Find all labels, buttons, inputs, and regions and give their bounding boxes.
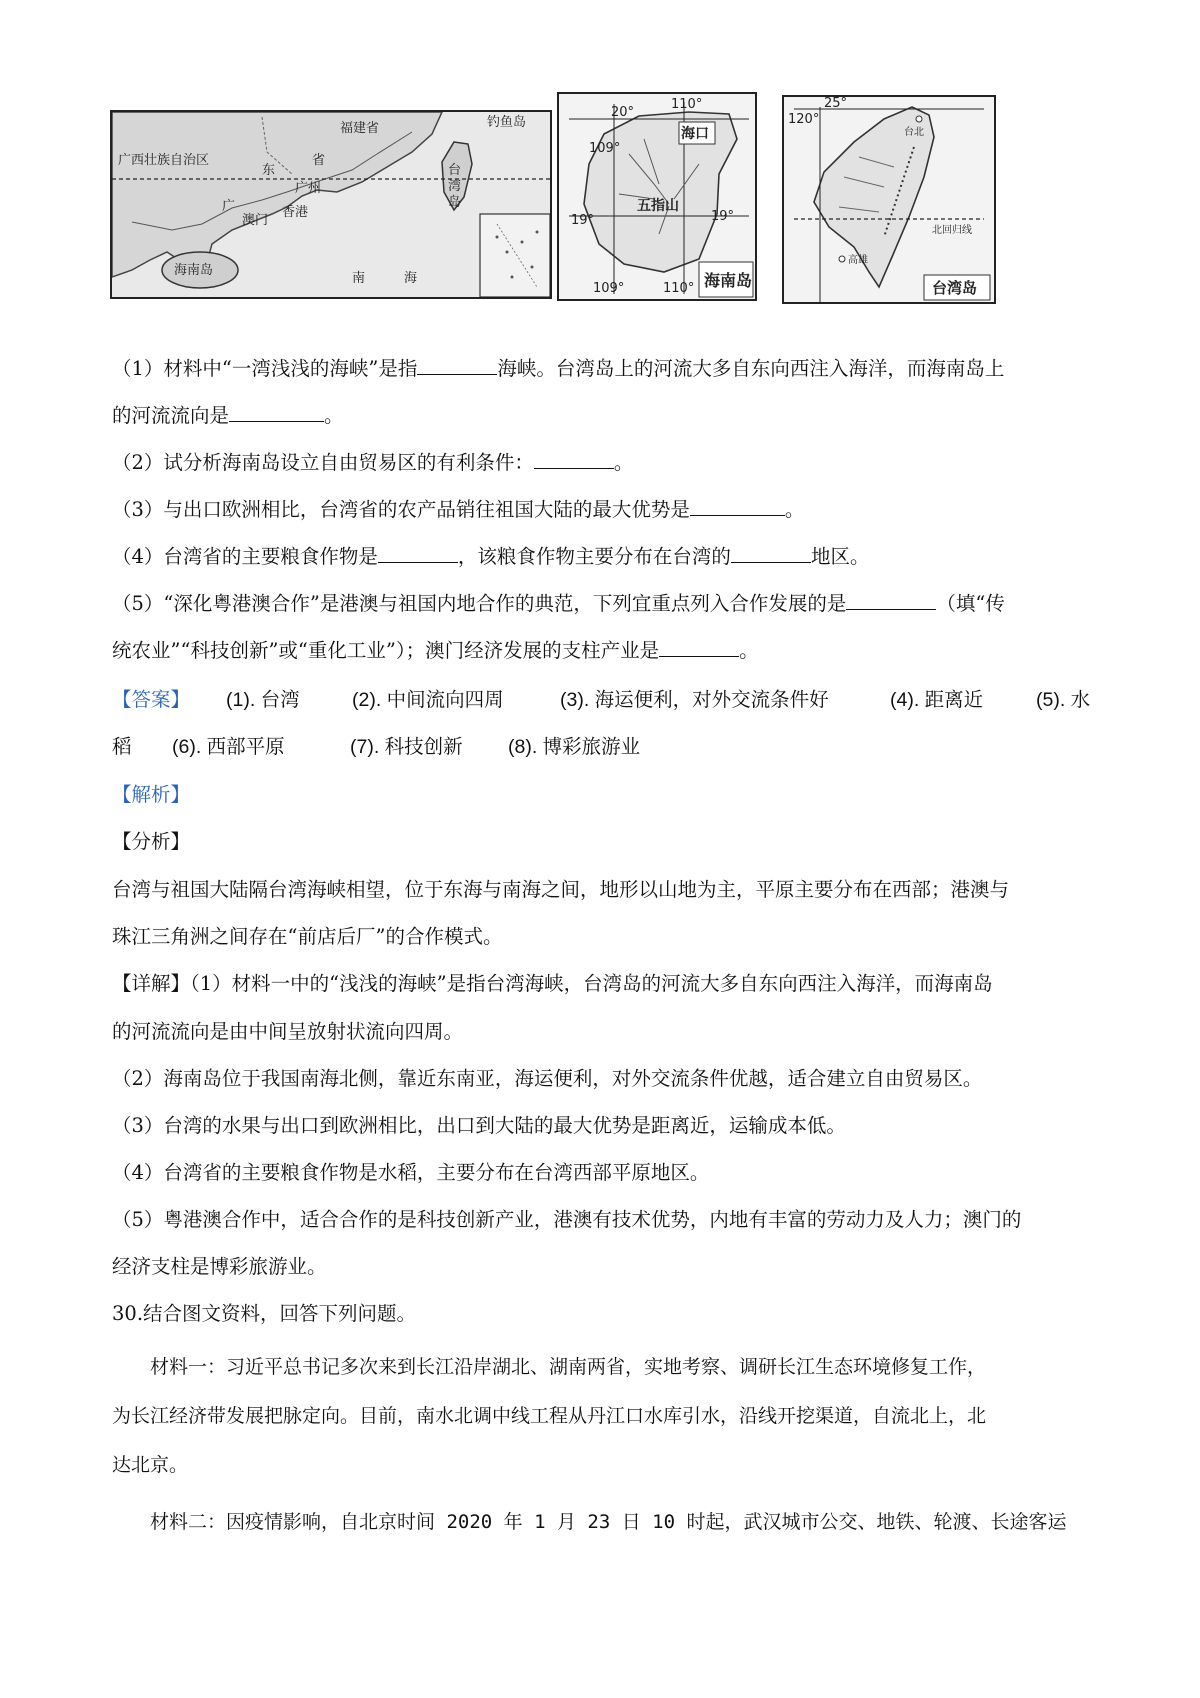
fenxi-tag: 【分析】 (112, 830, 191, 853)
analysis-tag: 【解析】 (112, 783, 191, 806)
label-taiwan-3: 岛 (448, 195, 462, 210)
label-haikou: 海口 (681, 126, 709, 142)
q4-blank-2[interactable] (731, 544, 811, 563)
label-nan: 南 (352, 271, 366, 286)
answer-item-4: (4). 距离近 (890, 689, 984, 711)
label-lon-109-left: 109° (589, 141, 621, 156)
material-1-line-2: 为长江经济带发展把脉定向。目前，南水北调中线工程从丹江口水库引水，沿线开挖渠道，自流北上，北 (112, 1405, 987, 1427)
q1-text-b: 海峡。台湾岛上的河流大多自东向西注入海洋，而海南岛上 (497, 357, 1005, 380)
q5-text-c: 统农业”“科技创新”或“重化工业”）；澳门经济发展的支柱产业是 (112, 639, 660, 662)
map-south-china-coast (110, 110, 552, 299)
label-guang: 广 (222, 199, 236, 214)
q4-text-c: 地区。 (810, 545, 870, 568)
q2-text-a: （2）试分析海南岛设立自由贸易区的有利条件： (112, 451, 534, 474)
label-lon-109-bottom: 109° (593, 281, 625, 296)
fenxi-line-1: 台湾与祖国大陆隔台湾海峡相望，位于东海与南海之间，地形以山地为主，平原主要分布在西部；港澳与 (112, 878, 1010, 901)
q1-text-d: 。 (324, 404, 344, 427)
q4-text-a: （4）台湾省的主要粮食作物是 (112, 545, 378, 568)
q5-text-b: （填“传 (936, 592, 1005, 615)
material-1-line-1: 材料一：习近平总书记多次来到长江沿岸湖北、湖南两省，实地考察、调研长江生态环境修复工作， (150, 1356, 987, 1378)
map-taiwan-island (782, 95, 996, 304)
detail-line-1 (112, 972, 993, 996)
answer-item-8: (8). 博彩旅游业 (508, 736, 641, 758)
q5-blank-2[interactable] (659, 638, 739, 657)
label-wuzhishan: 五指山 (637, 198, 679, 214)
label-taibei: 台北 (904, 127, 924, 138)
label-aomen: 澳门 (242, 213, 269, 228)
label-hainan: 海南岛 (174, 263, 214, 278)
q3-text-b: 。 (784, 498, 805, 521)
label-gaoxiong: 高雄 (848, 255, 868, 266)
label-lat-25: 25° (824, 97, 848, 111)
label-lon-110-top: 110° (671, 97, 703, 112)
answer-tag: 【答案】 (112, 688, 191, 711)
label-guangzhou: 广州 (295, 181, 322, 196)
answer-item-2: (2). 中间流向四周 (352, 689, 504, 711)
label-dong: 东 (262, 163, 276, 178)
q5-blank-1[interactable] (846, 591, 936, 610)
question-1-line-1 (112, 356, 1004, 381)
label-taiwan-1: 台 (448, 163, 462, 178)
q2-blank[interactable] (534, 450, 614, 469)
label-lat-20: 20° (611, 105, 635, 120)
label-hainan-title: 海南岛 (704, 271, 753, 290)
question-5-line-1 (112, 591, 1005, 616)
q3-text-a: （3）与出口欧洲相比，台湾省的农产品销往祖国大陆的最大优势是 (112, 498, 690, 521)
fenxi-line-2: 珠江三角洲之间存在“前店后厂”的合作模式。 (112, 925, 503, 948)
question-30-title: 30.结合图文资料，回答下列问题。 (112, 1302, 417, 1325)
question-2 (112, 450, 633, 475)
question-1-line-2 (112, 403, 344, 428)
q4-blank-1[interactable] (378, 544, 458, 563)
answer-item-7: (7). 科技创新 (350, 736, 463, 758)
label-sheng: 省 (312, 153, 326, 168)
q1-text-c: 的河流流向是 (112, 404, 230, 427)
detail-3: （3）台湾的水果与出口到欧洲相比，出口到大陆的最大优势是距离近，运输成本低。 (112, 1114, 846, 1137)
q1-text-a: （1）材料中“一湾浅浅的海峡”是指 (112, 357, 418, 380)
label-lon-110-bottom: 110° (663, 281, 695, 296)
label-lat-19-right: 19° (711, 209, 735, 224)
question-4 (112, 544, 869, 569)
label-tropic: 北回归线 (932, 225, 972, 236)
detail-5-line-2: 经济支柱是博彩旅游业。 (112, 1255, 327, 1278)
taiwan-island-map-image (784, 97, 994, 302)
label-taiwan-title: 台湾岛 (932, 279, 978, 297)
hainan-island-map-image (559, 94, 755, 299)
detail-4: （4）台湾省的主要粮食作物是水稻，主要分布在台湾西部平原地区。 (112, 1161, 710, 1184)
answer-item-3: (3). 海运便利，对外交流条件好 (560, 689, 829, 711)
detail-1-text: （1）材料一中的“浅浅的海峡”是指台湾海峡，台湾岛的河流大多自东向西注入海洋，而海南岛 (190, 972, 993, 995)
q1-blank-2[interactable] (229, 403, 324, 422)
q5-text-a: （5）“深化粤港澳合作”是港澳与祖国内地合作的典范，下列宜重点列入合作发展的是 (112, 592, 847, 615)
label-taiwan-2: 湾 (448, 179, 462, 194)
label-fujian: 福建省 (340, 121, 380, 136)
label-lat-19-left: 19° (571, 213, 595, 228)
answer-item-5: (5). 水 (1036, 689, 1091, 711)
q2-text-b: 。 (613, 451, 634, 474)
label-diaoyu: 钓鱼岛 (487, 115, 527, 130)
answer-item-1: (1). 台湾 (226, 689, 300, 711)
q4-text-b: ，该粮食作物主要分布在台湾的 (457, 545, 731, 568)
question-3 (112, 497, 804, 522)
map-figures (110, 92, 1110, 332)
label-hai: 海 (404, 271, 418, 286)
material-1-line-3: 达北京。 (112, 1454, 189, 1476)
answer-item-5-cont: 稻 (112, 736, 132, 758)
q1-blank-1[interactable] (417, 356, 497, 375)
map-hainan-island (557, 92, 757, 301)
q3-blank[interactable] (690, 497, 785, 516)
label-lon-120: 120° (788, 112, 820, 127)
detail-5-line-1: （5）粤港澳合作中，适合合作的是科技创新产业，港澳有技术优势，内地有丰富的劳动力及人力；澳门的 (112, 1208, 1022, 1231)
detail-tag: 【详解】 (112, 972, 191, 995)
south-china-coast-map-image (112, 112, 550, 297)
q5-text-d: 。 (739, 639, 759, 662)
detail-1-line-2: 的河流流向是由中间呈放射状流向四周。 (112, 1020, 464, 1043)
material-2-line-1: 材料二：因疫情影响，自北京时间 2020 年 1 月 23 日 10 时起，武汉城市公交、地铁、轮渡、长途客运 (150, 1511, 1067, 1533)
answer-item-6: (6). 西部平原 (172, 736, 285, 758)
label-xianggang: 香港 (282, 205, 309, 220)
question-5-line-2 (112, 638, 759, 663)
label-guangxi: 广西壮族自治区 (118, 153, 210, 168)
detail-2: （2）海南岛位于我国南海北侧，靠近东南亚，海运便利，对外交流条件优越，适合建立自由贸易区。 (112, 1067, 983, 1090)
